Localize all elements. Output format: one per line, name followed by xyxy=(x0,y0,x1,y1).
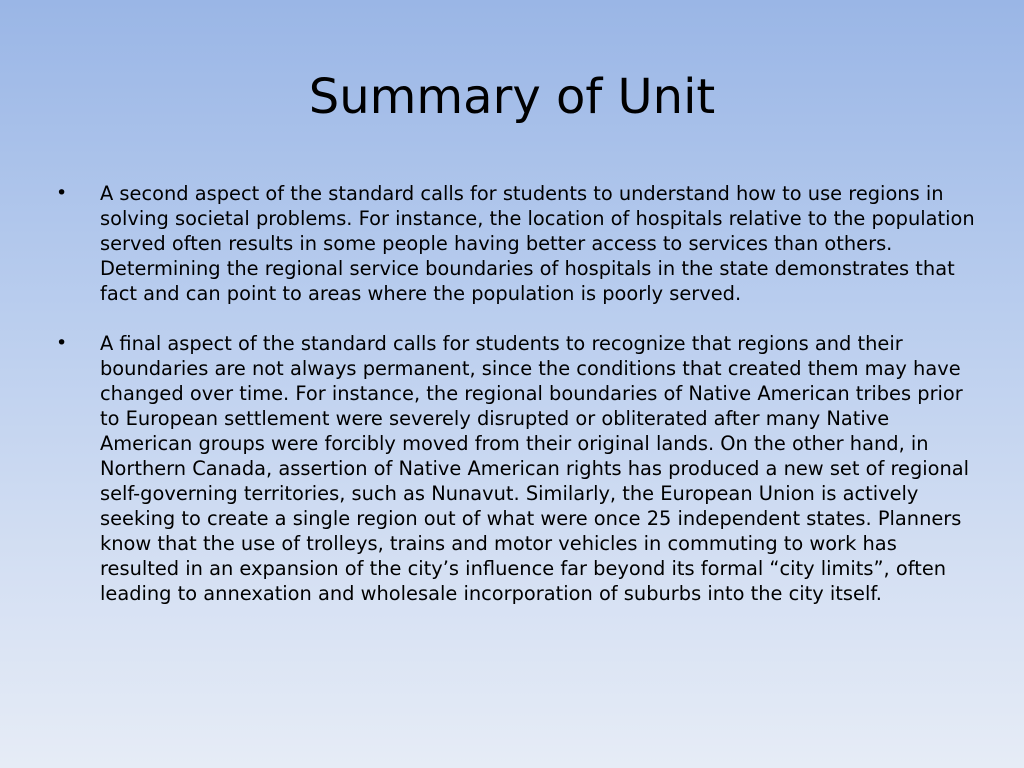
bullet-item xyxy=(56,181,976,306)
bullet-text: A second aspect of the standard calls for students to understand how to use regions in solving societal problems. For instance, the location of hospitals relative to the population served often results in some people having better access to services than others. Determining the regional service boundaries of hospitals in the state demonstrates that fact and can point to areas where the population is poorly served. xyxy=(100,182,975,305)
bullet-icon: • xyxy=(56,332,68,354)
slide-title: Summary of Unit xyxy=(308,69,716,125)
bullet-text: A final aspect of the standard calls for students to recognize that regions and their boundaries are not always permanent, since the conditions that created them may have changed over time. For instance, the regional boundaries of Native American tribes prior to European settlement were severely disrupted or obliterated after many Native American groups were forcibly moved from their original lands. On the other hand, in Northern Canada, assertion of Native American rights has produced a new set of regional self-governing territories, such as Nunavut. Similarly, the European Union is actively seeking to create a single region out of what were once 25 independent states. Planners know that the use of trolleys, trains and motor vehicles in commuting to work has resulted in an expansion of the city’s influence far beyond its formal “city limits”, often leading to annexation and wholesale incorporation of suburbs into the city itself. xyxy=(100,332,970,605)
bullet-list xyxy=(56,181,976,631)
bullet-item xyxy=(56,331,976,606)
bullet-icon: • xyxy=(56,182,68,204)
